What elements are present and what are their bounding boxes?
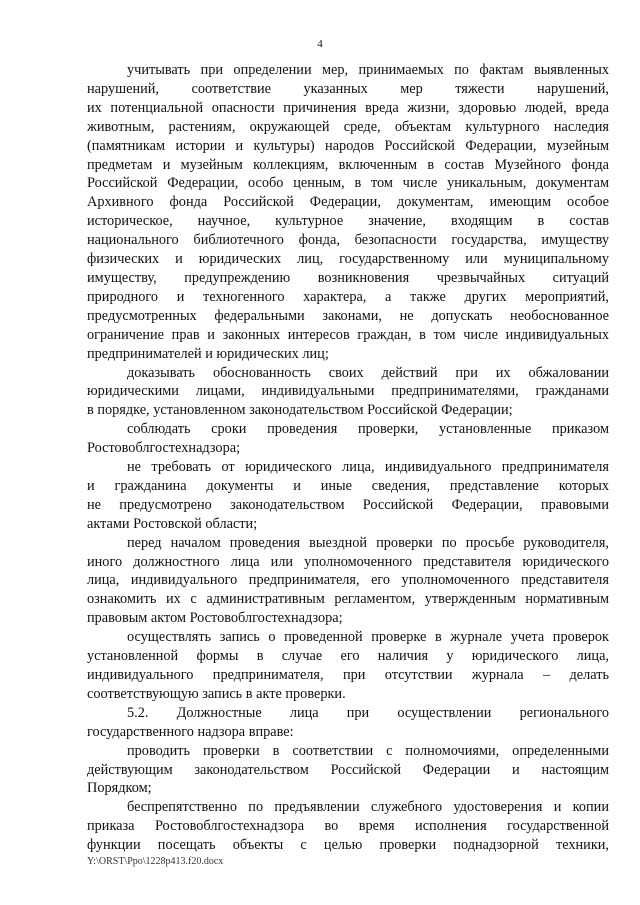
text-line: индивидуального предпринимателя, при отсутствии журнала – делать [87, 667, 609, 683]
text-line: юридическими лицами, индивидуальными предпринимателями, гражданами [87, 383, 609, 400]
document-body [87, 61, 609, 855]
text-line: Российской Федерации, особо ценным, в том числе уникальным, документам [87, 175, 609, 192]
text-line: действующим законодательством Российской Федерации и настоящим [87, 761, 609, 778]
paragraph [87, 458, 609, 534]
paragraph [87, 61, 609, 364]
text-line: соблюдать сроки проведения проверки, установленные приказом [127, 421, 609, 438]
text-line: 5.2. Должностные лица при осуществлении регионального [127, 704, 609, 721]
text-line: предпринимателей и юридических лиц; [87, 345, 329, 362]
text-line: природного и техногенного характера, а также других мероприятий, [87, 288, 609, 305]
text-line: животным, растениям, окружающей среде, объектам культурного наследия [87, 118, 609, 135]
text-line: Порядком; [87, 780, 152, 797]
text-line: историческое, научное, культурное значение, входящим в состав [87, 213, 609, 230]
text-line: нарушений, соответствие указанных мер тяжести нарушений, [87, 80, 609, 97]
text-line: предусмотренных федеральными законами, не допускать необоснованное [87, 307, 609, 324]
text-line: (памятникам истории и культуры) народов Российской Федерации, музейным [87, 137, 609, 154]
text-line: функции посещать объекты с целью проверки поднадзорной техники, [87, 837, 609, 854]
paragraph [87, 704, 609, 742]
text-line: лица, индивидуального предпринимателя, его уполномоченного представителя [87, 572, 609, 589]
text-line: проводить проверки в соответствии с полномочиями, определенными [127, 742, 609, 759]
text-line: беспрепятственно по предъявлении служебного удостоверения и копии [127, 799, 609, 816]
text-line: учитывать при определении мер, принимаемых по фактам выявленных [127, 62, 609, 78]
text-line: физических и юридических лиц, государственному или муниципальному [87, 251, 609, 268]
text-line: Архивного фонда Российской Федерации, документам, имеющим особое [87, 194, 609, 211]
text-line: не требовать от юридического лица, индивидуального предпринимателя [127, 459, 609, 476]
text-line: государственного надзора вправе: [87, 723, 294, 740]
paragraph [87, 742, 609, 799]
text-line: соответствующую запись в акте проверки. [87, 685, 346, 702]
paragraph [87, 364, 609, 421]
text-line: установленной формы в случае его наличия у юридического лица, [87, 648, 609, 665]
paragraph [87, 628, 609, 704]
text-line: правовым актом Ростовоблгостехнадзора; [87, 610, 343, 627]
text-line: национального библиотечного фонда, безопасности государства, имуществу [87, 232, 609, 249]
text-line: не предусмотрено законодательством Российской Федерации, правовыми [87, 496, 609, 513]
paragraph [87, 534, 609, 629]
footer-file-path: Y:\ORST\Ppo\1228p413.f20.docx [87, 856, 224, 867]
text-line: в порядке, установленном законодательством Российской Федерации; [87, 402, 513, 419]
text-line: их потенциальной опасности причинения вреда жизни, здоровью людей, вреда [87, 99, 609, 116]
page-number: 4 [317, 38, 323, 50]
text-line: актами Ростовской области; [87, 515, 258, 532]
text-line: иного должностного лица или уполномоченного представителя юридического [87, 553, 609, 570]
text-line: предметам и музейным коллекциям, включенным в состав Музейного фонда [87, 156, 609, 173]
text-line: Ростовоблгостехнадзора; [87, 440, 241, 457]
paragraph [87, 798, 609, 855]
text-line: осуществлять запись о проведенной проверке в журнале учета проверок [127, 629, 609, 646]
text-line: имуществу, предупреждению возникновения чрезвычайных ситуаций [87, 269, 609, 286]
text-line: приказа Ростовоблгостехнадзора во время исполнения государственной [87, 818, 609, 835]
text-line: ограничение прав и законных интересов граждан, в том числе индивидуальных [87, 326, 609, 343]
paragraph [87, 420, 609, 458]
text-line: перед началом проведения выездной проверки по просьбе руководителя, [127, 534, 609, 551]
text-line: доказывать обоснованность своих действий при их обжаловании [127, 364, 609, 381]
text-line: ознакомить их с административным регламентом, утвержденным нормативным [87, 591, 609, 608]
text-line: и гражданина документы и иные сведения, представление которых [87, 477, 609, 494]
